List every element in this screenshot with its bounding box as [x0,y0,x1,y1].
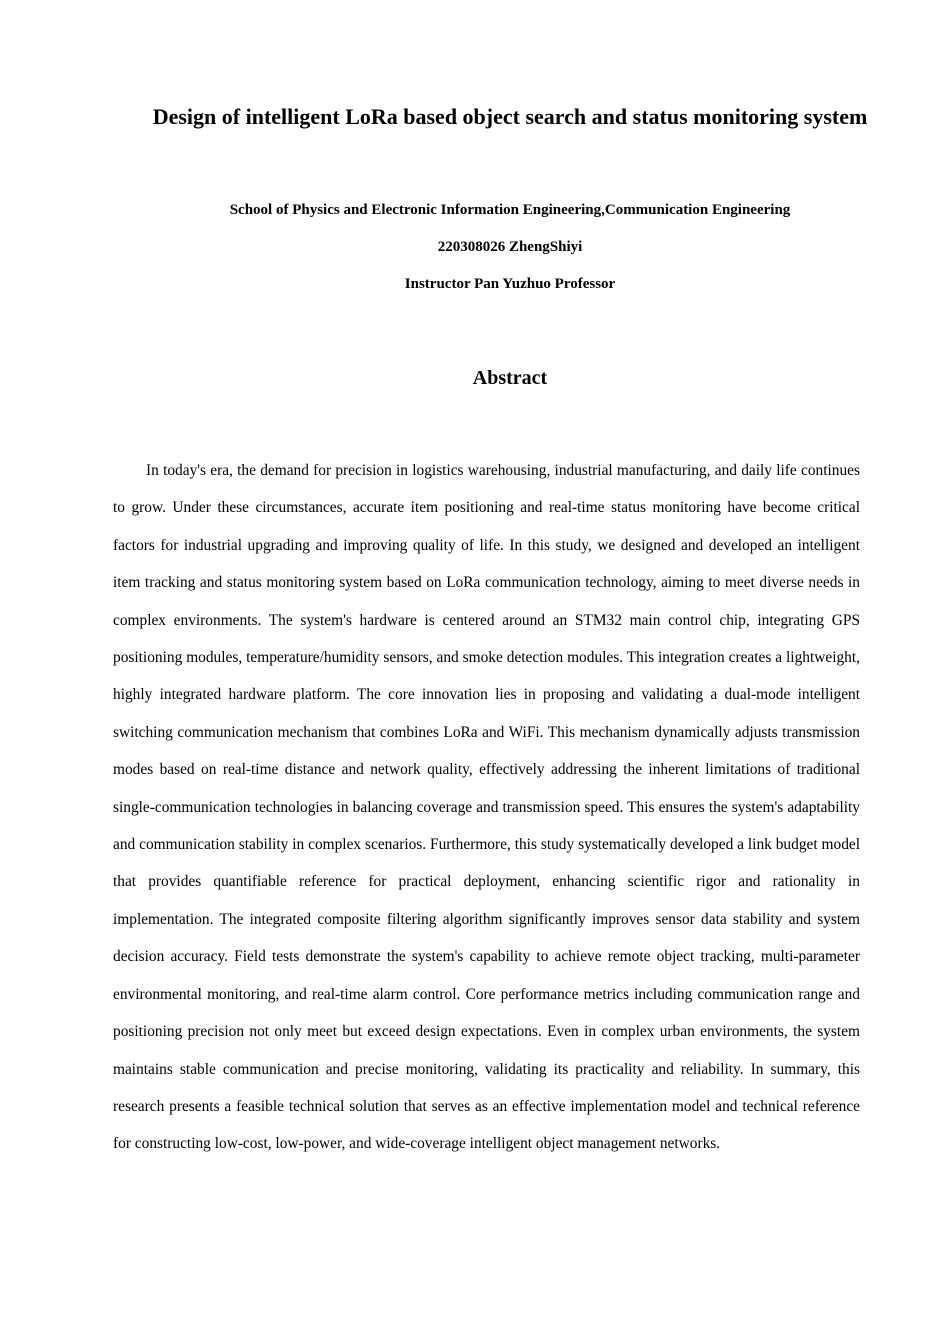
school-affiliation: School of Physics and Electronic Information Engineering,Communication Engineering [229,202,791,218]
abstract-body: In today's era, the demand for precision in logistics warehousing, industrial manufacturing, and daily life continues to grow. Under these circumstances, accurate item positioning and real-time status monitoring have become critical factors for industrial upgrading and improving quality of life. In this study, we designed and developed an intelligent item tracking and status monitoring system based on LoRa communication technology, aiming to meet diverse needs in complex environments. The system's hardware is centered around an STM32 main control chip, integrating GPS positioning modules, temperature/humidity sensors, and smoke detection modules. This integration creates a lightweight, highly integrated hardware platform. The core innovation lies in proposing and validating a dual-mode intelligent switching communication mechanism that combines LoRa and WiFi. This mechanism dynamically adjusts transmission modes based on real-time distance and network quality, effectively addressing the inherent limitations of traditional single-communication technologies in balancing coverage and transmission speed. This ensures the system's adaptability and communication stability in complex scenarios. Furthermore, this study systematically developed a link budget model that provides quantifiable reference for practical deployment, enhancing scientific rigor and rationality in implementation. The integrated composite filtering algorithm significantly improves sensor data stability and system decision accuracy. Field tests demonstrate the system's capability to achieve remote object tracking, multi-parameter environmental monitoring, and real-time alarm control. Core performance metrics including communication range and positioning precision not only meet but exceed design expectations. Even in complex urban environments, the system maintains stable communication and precise monitoring, validating its practicality and reliability. In summary, this research presents a feasible technical solution that serves as an effective implementation model and technical reference for constructing low-cost, low-power, and wide-coverage intelligent object management networks. [113,462,860,1153]
abstract-heading: Abstract [472,367,548,389]
student-id-name: 220308026 ZhengShiyi [437,239,583,255]
instructor-line: Instructor Pan Yuzhuo Professor [404,276,616,292]
paper-title: Design of intelligent LoRa based object search and status monitoring system [152,104,868,129]
